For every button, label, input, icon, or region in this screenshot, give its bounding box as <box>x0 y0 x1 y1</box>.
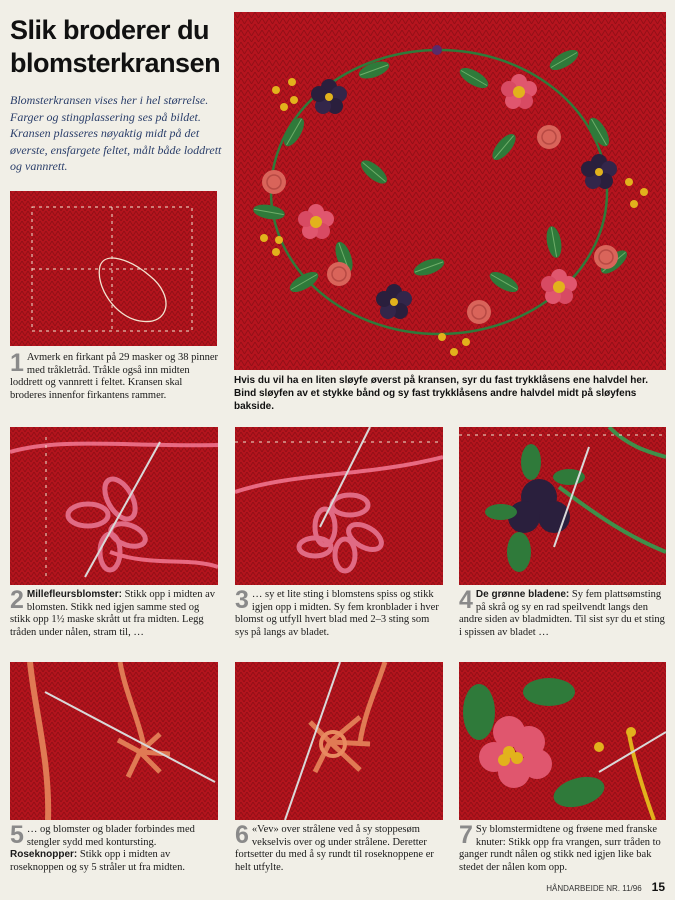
photo-step-2 <box>10 427 218 585</box>
photo-step-1 <box>10 191 217 346</box>
caption-step-5: 5 … og blomster og blader forbindes med stengler sydd med kontursting. Roseknopper: Stikk opp i midten av roseknoppen og sy 5 stråler ut fra midten. <box>10 821 195 873</box>
rosebud-spokes-illustration <box>10 662 218 820</box>
wreath-caption: Hvis du vil ha en liten sløyfe øverst på kransen, syr du fast trykklåsens ene halvdel her. Bind sløyfen av et stykke bånd og sy fast trykklåsens andre halvdel midt på sløyfens bakside. <box>234 375 649 412</box>
photo-step-7 <box>459 662 666 820</box>
title-line-1: Slik broderer du <box>10 15 210 45</box>
green-leaf-stitch-illustration <box>459 427 666 585</box>
flower-wreath-illustration <box>234 12 666 370</box>
caption-step-6: 6 «Vev» over strålene ved å sy stoppesøm vekselvis over og under strålene. Deretter fortsetter du med å sy rundt til roseknoppene er helt utfylte. <box>235 821 434 873</box>
photo-step-6 <box>235 662 443 820</box>
page-footer <box>546 880 665 894</box>
caption-step-1: 1 Avmerk en firkant på 29 masker og 38 pinner med tråkletråd. Tråkle også inn midten loddrett og vannrett i feltet. Kransen skal broderes innenfor firkantens rammer. <box>10 349 218 401</box>
caption-step-4: 4 De grønne bladene: Sy fem plattsømsting på skrå og sy en rad speilvendt langs den andre siden av bladmidten. Til sist syr du et sting i spissen av bladet … <box>459 586 665 638</box>
step-number: 6 <box>235 821 249 849</box>
petal-stitch-illustration <box>235 427 443 585</box>
french-knot-illustration <box>459 662 666 820</box>
photo-step-4 <box>459 427 666 585</box>
step-number: 1 <box>10 349 24 377</box>
step-number: 7 <box>459 821 473 849</box>
basting-square-illustration <box>10 191 217 346</box>
photo-wreath <box>234 12 666 370</box>
caption-step-7: 7 Sy blomstermidtene og frøene med franske knuter: Stikk opp fra vrangen, surr tråden to ganger rundt nålen og stikk ned igjen like bak stedet der nålen kom opp. <box>459 821 661 873</box>
photo-step-3 <box>235 427 443 585</box>
caption-step-3: 3 … sy et lite sting i blomstens spiss og stikk igjen opp i midten. Sy fem kronblader i hver blomst og utfyll hvert blad med 2–3 sting som sys på langs av bladet. <box>235 586 439 638</box>
woven-rosebud-illustration <box>235 662 443 820</box>
article-title <box>10 14 225 80</box>
caption-step-2: 2 Millefleursblomster: Stikk opp i midten av blomsten. Stikk ned igjen samme sted og stikk opp 1½ maske skrått ut fra midten. Legg tråden under nålen, stram til, … <box>10 586 215 638</box>
photo-step-5 <box>10 662 218 820</box>
step-number: 4 <box>459 586 473 614</box>
step-number: 5 <box>10 821 24 849</box>
page-number: 15 <box>651 880 665 894</box>
step-number: 3 <box>235 586 249 614</box>
intro-text: Blomsterkransen vises her i hel størrelse. Farger og stingplassering ses på bildet. Kransen plasseres nøyaktig midt på det øverste, ensfargete feltet, målt både loddrett og vannrett. <box>10 93 222 173</box>
title-line-2: blomsterkransen <box>10 48 221 78</box>
millefleur-stitch-illustration <box>10 427 218 585</box>
magazine-issue: HÅNDARBEIDE NR. 11/96 <box>546 884 642 893</box>
step-number: 2 <box>10 586 24 614</box>
